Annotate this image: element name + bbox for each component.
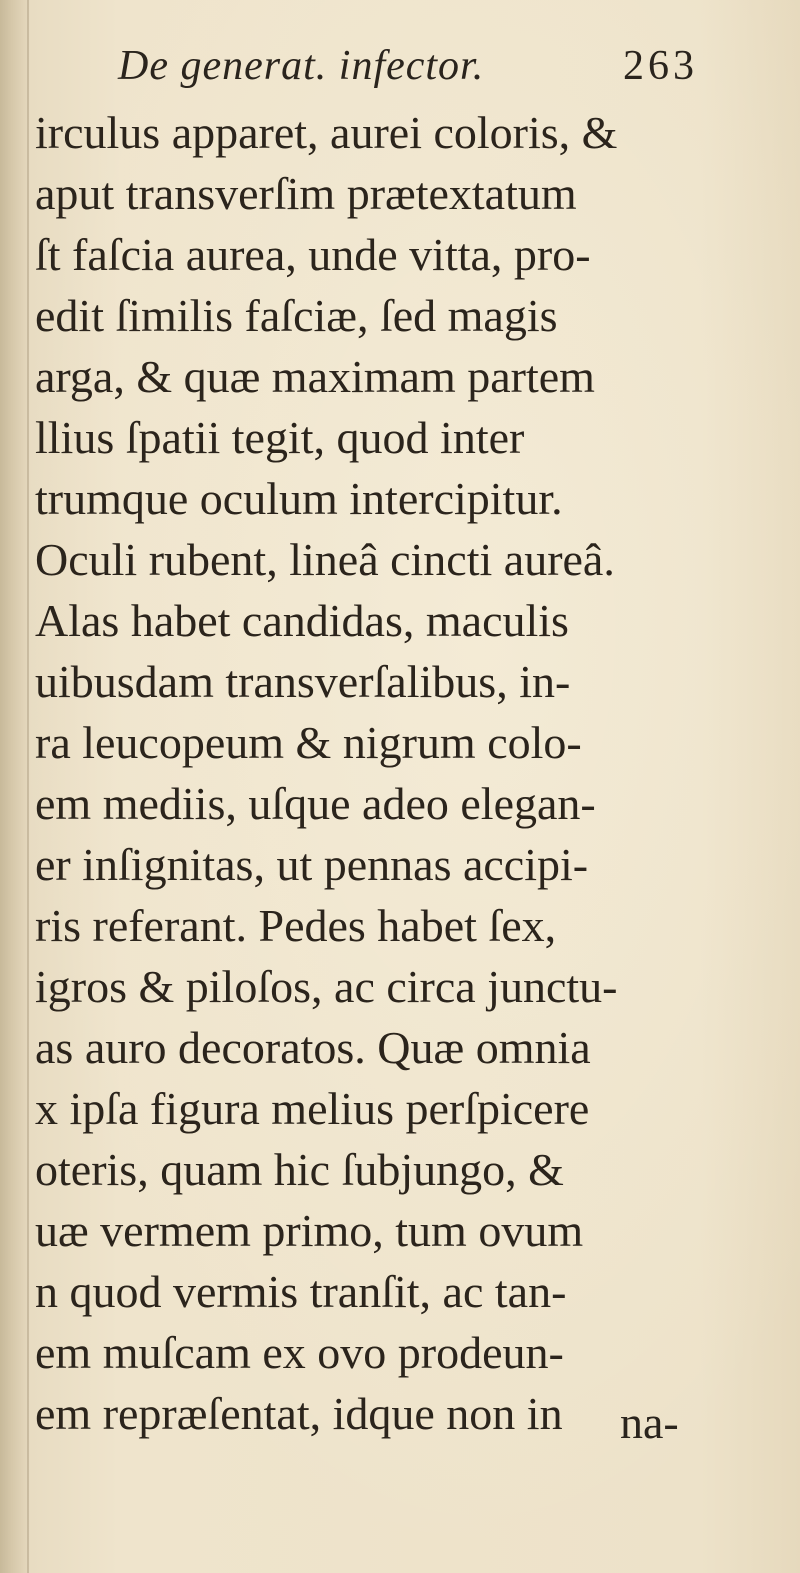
- text-line: n quod vermis tranſit, ac tan-: [35, 1266, 567, 1317]
- text-line: irculus apparet, aurei coloris, &: [35, 107, 618, 158]
- text-line: uæ vermem primo, tum ovum: [35, 1205, 584, 1256]
- text-line: trumque oculum intercipitur.: [35, 473, 563, 524]
- text-line: em mediis, uſque adeo elegan-: [35, 778, 596, 829]
- page-header: [118, 42, 698, 102]
- text-line: aput transverſim prætextatum: [35, 168, 577, 219]
- catchword: na-: [620, 1397, 679, 1448]
- text-line: em repræſentat, idque non in: [35, 1388, 563, 1439]
- text-line: igros & piloſos, ac circa junctu-: [35, 961, 618, 1012]
- running-head: De generat. infector.: [118, 43, 485, 89]
- text-line: arga, & quæ maximam partem: [35, 351, 595, 402]
- text-line: oteris, quam hic ſubjungo, &: [35, 1144, 564, 1195]
- text-line: Oculi rubent, lineâ cincti aureâ.: [35, 534, 615, 585]
- text-line: edit ſimilis faſciæ, ſed magis: [35, 290, 558, 341]
- text-line: ris referant. Pedes habet ſex,: [35, 900, 557, 951]
- text-line: uibusdam transverſalibus, in-: [35, 656, 571, 707]
- text-line: em muſcam ex ovo prodeun-: [35, 1327, 564, 1378]
- text-line: ſt faſcia aurea, unde vitta, pro-: [35, 229, 591, 280]
- text-line: ra leucopeum & nigrum colo-: [35, 717, 582, 768]
- text-line: er inſignitas, ut pennas accipi-: [35, 839, 589, 890]
- page-number: 263: [623, 43, 698, 89]
- page-gutter: [0, 0, 30, 1573]
- text-line: Alas habet candidas, maculis: [35, 595, 569, 646]
- text-line: as auro decoratos. Quæ omnia: [35, 1022, 591, 1073]
- body-text: [35, 102, 795, 1444]
- gutter-fold: [27, 0, 29, 1573]
- text-line: llius ſpatii tegit, quod inter: [35, 412, 525, 463]
- text-line: x ipſa figura melius perſpicere: [35, 1083, 590, 1134]
